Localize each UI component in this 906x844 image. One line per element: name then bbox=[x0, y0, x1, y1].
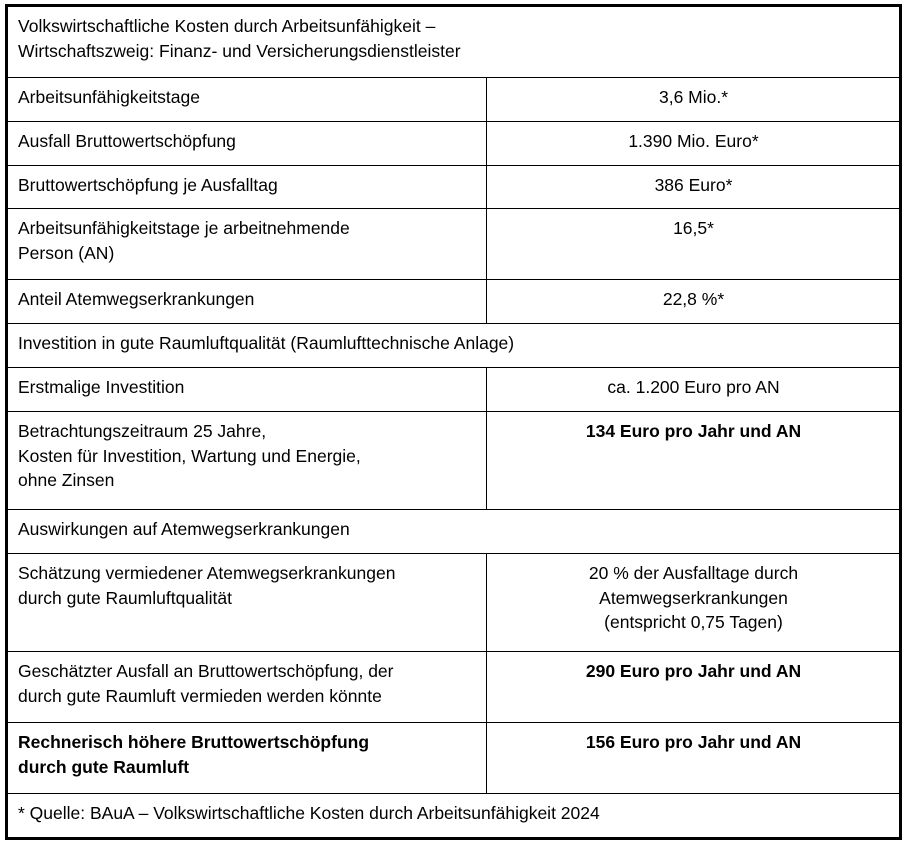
row-value: 156 Euro pro Jahr und AN bbox=[487, 723, 901, 794]
row-value-line-2: Atemwegserkrankungen bbox=[599, 587, 788, 608]
row-label: Bruttowertschöpfung je Ausfalltag bbox=[7, 165, 487, 209]
row-label-line-1: Rechnerisch höhere Bruttowertschöpfung bbox=[18, 732, 370, 753]
row-value-line-1: 20 % der Ausfalltage durch bbox=[588, 562, 799, 583]
table-row bbox=[7, 78, 901, 122]
row-value: 386 Euro* bbox=[487, 165, 901, 209]
table-title bbox=[7, 6, 901, 78]
row-label bbox=[7, 411, 487, 509]
row-value: 3,6 Mio.* bbox=[487, 78, 901, 122]
table-row bbox=[7, 367, 901, 411]
row-label-line-2: durch gute Raumluft vermieden werden könnte bbox=[18, 685, 382, 706]
table-row bbox=[7, 121, 901, 165]
row-value-line-3: (entspricht 0,75 Tagen) bbox=[604, 612, 783, 633]
row-label-line-1: Schätzung vermiedener Atemwegserkrankungen bbox=[18, 562, 396, 583]
table-title-row bbox=[7, 6, 901, 78]
row-label bbox=[7, 553, 487, 651]
table-row bbox=[7, 723, 901, 794]
table-row bbox=[7, 280, 901, 324]
row-label-line-1: Arbeitsunfähigkeitstage je arbeitnehmende bbox=[18, 218, 350, 239]
source-footnote: * Quelle: BAuA – Volkswirtschaftliche Kosten durch Arbeitsunfähigkeit 2024 bbox=[7, 794, 901, 839]
row-value: 290 Euro pro Jahr und AN bbox=[487, 652, 901, 723]
row-label: Ausfall Bruttowertschöpfung bbox=[7, 121, 487, 165]
row-label: Erstmalige Investition bbox=[7, 367, 487, 411]
footnote-row bbox=[7, 794, 901, 839]
row-label-line-2: Kosten für Investition, Wartung und Energie, bbox=[18, 445, 361, 466]
cost-table bbox=[5, 4, 902, 840]
row-label-line-2: durch gute Raumluft bbox=[18, 756, 190, 777]
row-value: 1.390 Mio. Euro* bbox=[487, 121, 901, 165]
row-label: Anteil Atemwegserkrankungen bbox=[7, 280, 487, 324]
section-heading: Auswirkungen auf Atemwegserkrankungen bbox=[7, 509, 901, 553]
table-row bbox=[7, 652, 901, 723]
table-title-line-2: Wirtschaftszweig: Finanz- und Versicherungsdienstleister bbox=[18, 40, 461, 61]
table-row bbox=[7, 209, 901, 280]
section-heading: Investition in gute Raumluftqualität (Raumlufttechnische Anlage) bbox=[7, 324, 901, 368]
row-label-line-1: Betrachtungszeitraum 25 Jahre, bbox=[18, 420, 267, 441]
section-heading-row-auswirkungen bbox=[7, 509, 901, 553]
row-label-line-3: ohne Zinsen bbox=[18, 470, 115, 491]
row-label bbox=[7, 209, 487, 280]
table-row bbox=[7, 165, 901, 209]
table-title-line-1: Volkswirtschaftliche Kosten durch Arbeitsunfähigkeit – bbox=[18, 16, 436, 36]
table-row bbox=[7, 411, 901, 509]
row-label bbox=[7, 723, 487, 794]
row-label bbox=[7, 652, 487, 723]
table-row bbox=[7, 553, 901, 651]
section-heading-row-investition bbox=[7, 324, 901, 368]
row-label-line-2: Person (AN) bbox=[18, 243, 115, 264]
row-value: ca. 1.200 Euro pro AN bbox=[487, 367, 901, 411]
row-value: 134 Euro pro Jahr und AN bbox=[487, 411, 901, 509]
row-value: 22,8 %* bbox=[487, 280, 901, 324]
row-label: Arbeitsunfähigkeitstage bbox=[7, 78, 487, 122]
row-label-line-2: durch gute Raumluftqualität bbox=[18, 587, 233, 608]
row-value: 16,5* bbox=[487, 209, 901, 280]
row-value bbox=[487, 553, 901, 651]
row-label-line-1: Geschätzter Ausfall an Bruttowertschöpfung, der bbox=[18, 661, 394, 682]
